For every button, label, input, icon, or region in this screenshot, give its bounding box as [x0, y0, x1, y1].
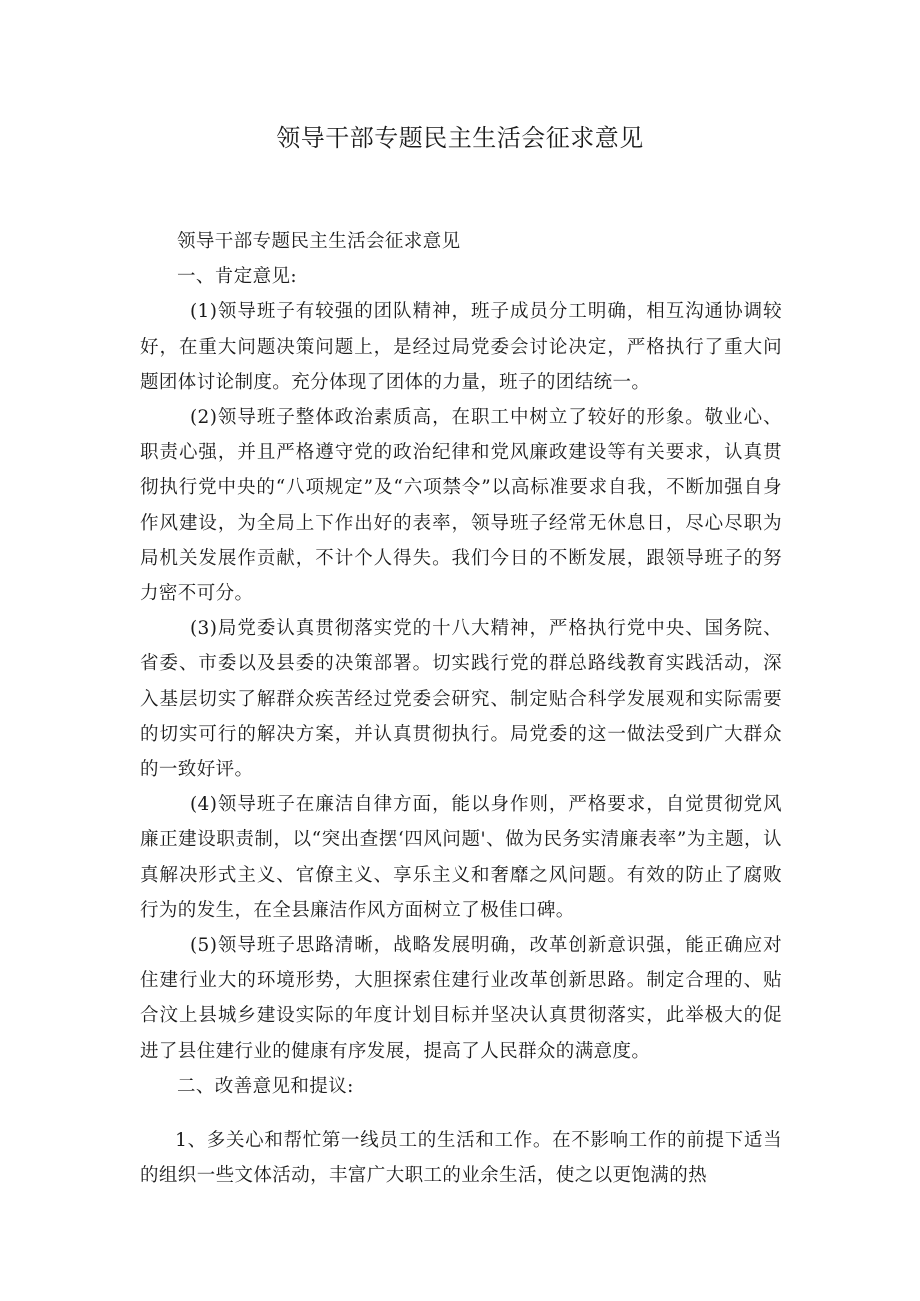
document-title: 领导干部专题民主生活会征求意见 [276, 124, 644, 152]
document-body [140, 224, 782, 1193]
document-subtitle: 领导干部专题民主生活会征求意见 [177, 231, 461, 252]
section-heading-suggestions: 二、改善意见和提议: [177, 1075, 354, 1097]
positive-item-5: (5)领导班子思路清晰，战略发展明确，改革创新意识强，能正确应对住建行业大的环境形势，大胆探索住建行业改革创新思路。制定合理的、贴合汶上县城乡建设实际的年度计划目标并坚决认真贯彻落实，此举极大的促进了县住建行业的健康有序发展，提高了人民群众的满意度。 [140, 935, 782, 1062]
positive-item-3: (3)局党委认真贯彻落实党的十八大精神，严格执行党中央、国务院、省委、市委以及县委的决策部署。切实践行党的群总路线教育实践活动，深入基层切实了解群众疾苦经过党委会研究、制定贴合科学发展观和实际需要的切实可行的解决方案，并认真贯彻执行。局党委的这一做法受到广大群众的一致好评。 [140, 618, 782, 781]
positive-item-2: (2)领导班子整体政治素质高，在职工中树立了较好的形象。敬业心、职责心强，并且严格遵守党的政治纪律和党风廉政建设等有关要求，认真贯彻执行党中央的“八项规定”及“六项禁令”以高标准要求自我，不断加强自身作风建设，为全局上下作出好的表率，领导班子经常无休息日，尽心尽职为局机关发展作贡献，不计个人得失。我们今日的不断发展，跟领导班子的努力密不可分。 [140, 407, 782, 605]
suggestion-item-1: 1、多关心和帮忙第一线员工的生活和工作。在不影响工作的前提下适当的组织一些文体活动，丰富广大职工的业余生活，使之以更饱满的热 [140, 1130, 782, 1187]
positive-item-4: (4)领导班子在廉洁自律方面，能以身作则，严格要求，自觉贯彻党风廉正建设职责制，以“突出查摆‘四风问题'、做为民务实清廉表率”为主题，认真解决形式主义、官僚主义、享乐主义和奢靡之风问题。有效的防止了腐败行为的发生，在全县廉洁作风方面树立了极佳口碑。 [140, 794, 782, 921]
positive-item-1: (1)领导班子有较强的团队精神，班子成员分工明确，相互沟通协调较好，在重大问题决策问题上，是经过局党委会讨论决定，严格执行了重大问题团体讨论制度。充分体现了团体的力量，班子的团结统一。 [140, 301, 782, 393]
section-heading-positive: 一、肯定意见: [177, 266, 298, 288]
